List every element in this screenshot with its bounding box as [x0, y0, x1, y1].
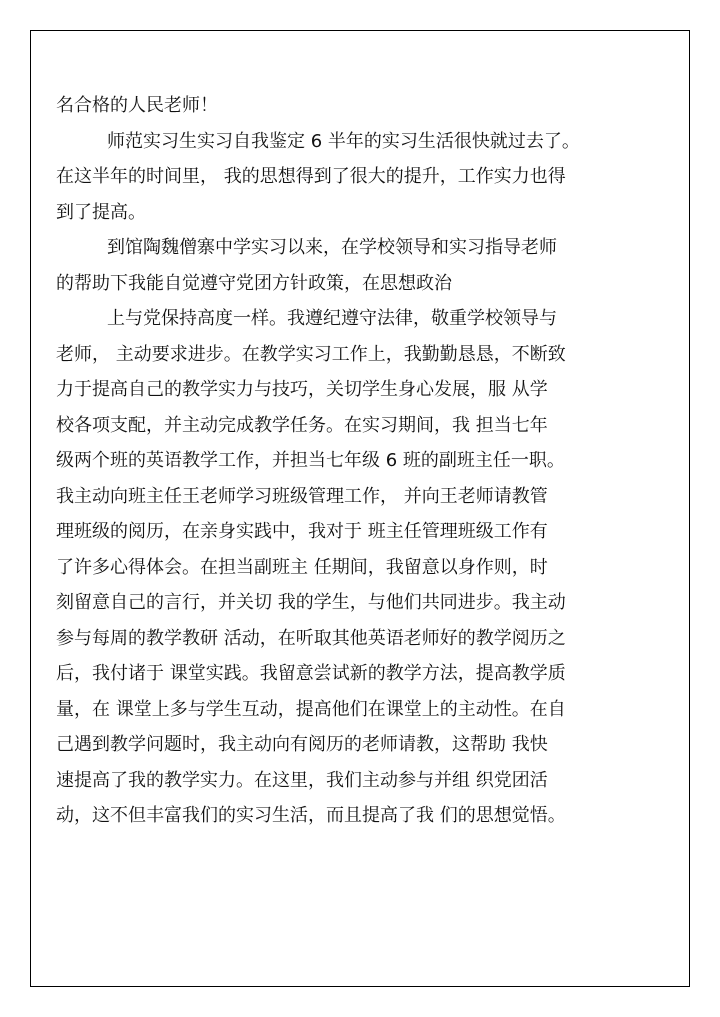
- text-line: 后，我付诸于 课堂实践。我留意尝试新的教学方法，提高教学质: [56, 663, 566, 684]
- text-line: 在这半年的时间里， 我的思想得到了很大的提升，工作实力也得: [56, 166, 566, 187]
- text-line: 老师， 主动要求进步。在教学实习工作上，我勤勤恳恳，不断致: [56, 343, 566, 365]
- text-line: 到了提高。: [56, 201, 146, 223]
- text-line: 级两个班的英语教学工作，并担当七年级 6 班的副班主任一职。: [56, 450, 565, 471]
- text-line: 动，这不但丰富我们的实习生活，而且提高了我 们的思想觉悟。: [56, 805, 566, 826]
- text-line: 到馆陶魏僧寨中学实习以来，在学校领导和实习指导老师: [107, 237, 557, 258]
- text-line: 了许多心得体会。在担当副班主 任期间，我留意以身作则，时: [56, 556, 548, 578]
- text-line: 师范实习生实习自我鉴定 6 半年的实习生活很快就过去了。: [107, 130, 580, 152]
- text-line: 量，在 课堂上多与学生互动，提高他们在课堂上的主动性。在自: [56, 698, 566, 720]
- text-line: 理班级的阅历，在亲身实践中，我对于 班主任管理班级工作有: [56, 521, 548, 542]
- document-body: [56, 88, 646, 834]
- text-line: 我主动向班主任王老师学习班级管理工作， 并向王老师请教管: [56, 485, 548, 507]
- text-line: 名合格的人民老师！: [56, 95, 218, 116]
- text-line: 校各项支配，并主动完成教学任务。在实习期间，我 担当七年: [56, 414, 548, 436]
- text-line: 上与党保持高度一样。我遵纪遵守法律，敬重学校领导与: [107, 308, 557, 329]
- text-line: 的帮助下我能自觉遵守党团方针政策，在思想政治: [56, 272, 452, 294]
- text-line: 参与每周的教学教研 活动，在听取其他英语老师好的教学阅历之: [56, 627, 566, 649]
- text-line: 刻留意自己的言行，并关切 我的学生，与他们共同进步。我主动: [56, 592, 566, 613]
- text-line: 己遇到教学问题时，我主动向有阅历的老师请教，这帮助 我快: [56, 734, 548, 755]
- text-line: 速提高了我的教学实力。在这里，我们主动参与并组 织党团活: [56, 769, 548, 791]
- text-line: 力于提高自己的教学实力与技巧，关切学生身心发展，服 从学: [56, 379, 548, 400]
